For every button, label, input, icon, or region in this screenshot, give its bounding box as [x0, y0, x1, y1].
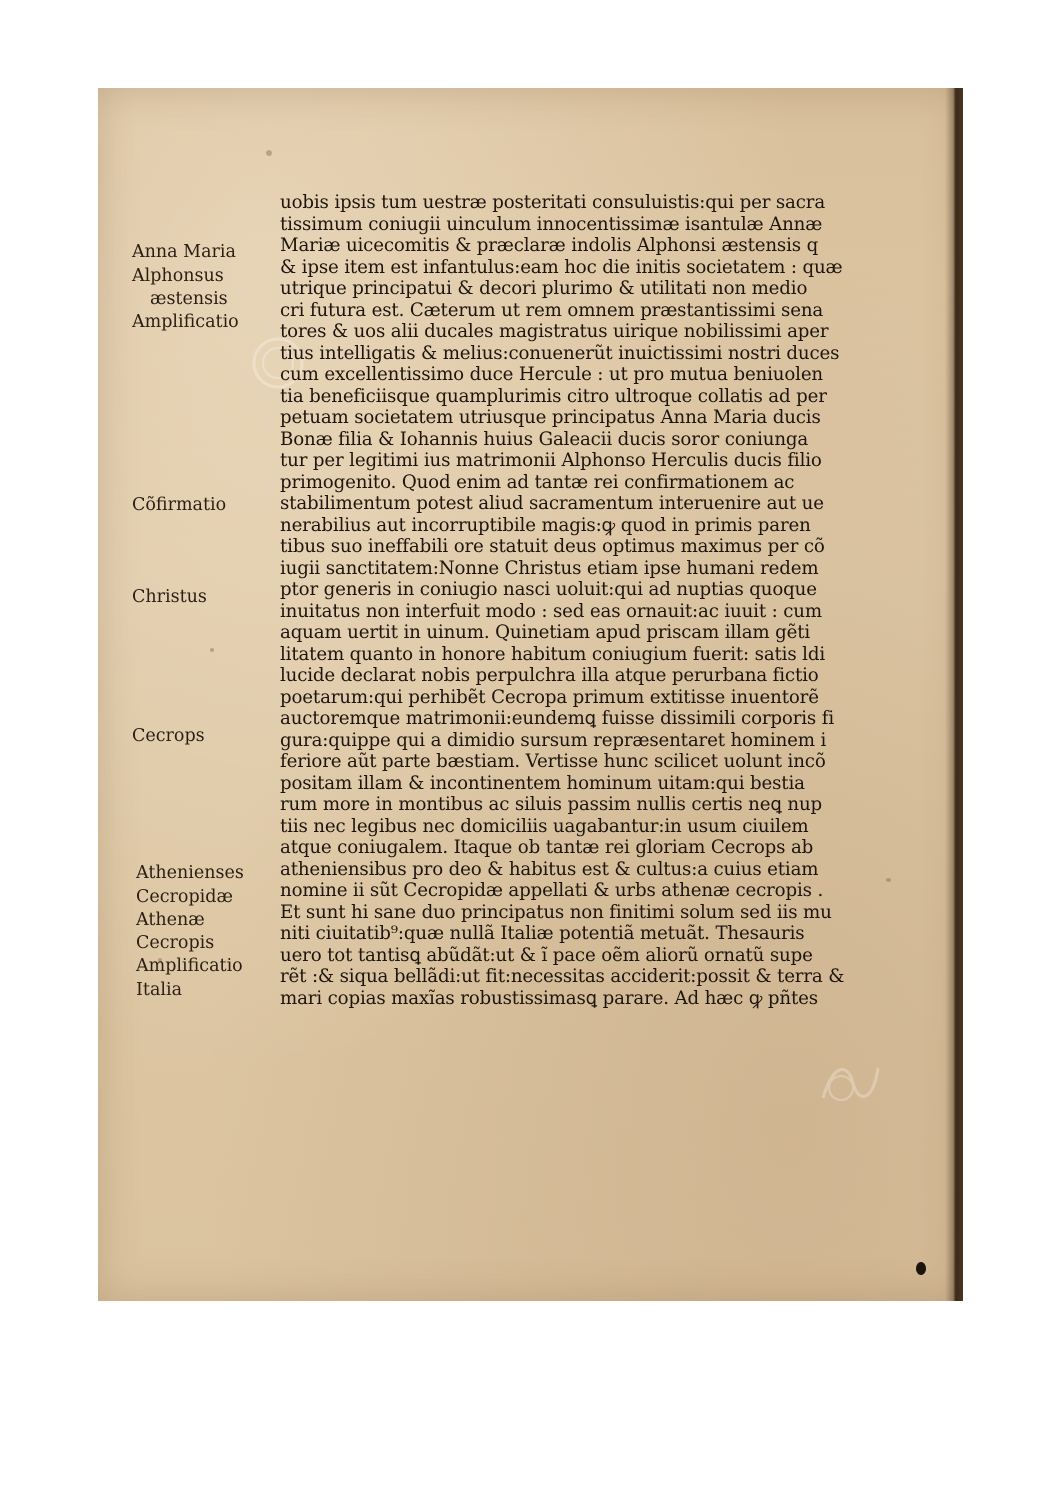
text-line: tiis nec legibus nec domiciliis uagabantur:in usum ciuilem: [280, 815, 809, 837]
foxing-spot: [886, 878, 891, 882]
text-line: nerabilius aut incorruptibile magis:ꝙ quod in primis paren: [280, 514, 811, 536]
text-line: primogenito. Quod enim ad tantæ rei confirmationem ac: [280, 471, 795, 493]
text-line: niti ciuitatib⁹:quæ nullã Italiæ potentiã metuãt. Thesauris: [280, 923, 805, 944]
text-line: nomine ii sũt Cecropidæ appellati & urbs athenæ cecropis .: [280, 880, 824, 901]
margin-note: Amplificatio: [136, 956, 243, 976]
text-line: Et sunt hi sane duo principatus non finitimi solum sed iis mu: [280, 901, 832, 923]
text-line: rum more in montibus ac siluis passim nullis certis neꝗ nup: [280, 794, 823, 815]
text-line: cum excellentissimo duce Hercule : ut pro mutua beniuolen: [280, 364, 823, 385]
margin-note: Athenienses: [136, 863, 244, 883]
text-line: uobis ipsis tum uestræ posteritati consuluistis:qui per sacra: [280, 192, 826, 213]
text-line: petuam societatem utriusque principatus Anna Maria ducis: [280, 407, 821, 428]
binding-edge: [945, 88, 963, 1301]
margin-note: Anna Maria: [132, 242, 236, 262]
main-text-column: [280, 192, 880, 1009]
text-line: ptor generis in coniugio nasci uoluit:qui ad nuptias quoque: [280, 579, 817, 600]
text-line: mari copias maxĩas robustissimasꝗ parare. Ad hæc ꝙ pñtes: [280, 987, 818, 1009]
ink-blot: [916, 1262, 926, 1275]
text-line: iugii sanctitatem:Nonne Christus etiam ipse humani redem: [280, 557, 819, 579]
text-line: Mariæ uicecomitis & præclaræ indolis Alphonsi æstensis q: [280, 235, 819, 256]
text-line: stabilimentum potest aliud sacramentum interuenire aut ue: [280, 493, 824, 514]
text-line: utrique principatui & decori plurimo & utilitati non medio: [280, 278, 808, 299]
text-line: uero tot tantisꝗ abũdãt:ut & ĩ pace oẽm aliorũ ornatũ supe: [280, 944, 813, 966]
library-stamp-watermark: [813, 1058, 883, 1108]
scanned-page: [98, 88, 963, 1301]
text-line: tores & uos alii ducales magistratus uirique nobilissimi aper: [280, 321, 829, 342]
text-line: cri futura est. Cæterum ut rem omnem præstantissimi sena: [280, 299, 824, 321]
margin-note: Alphonsus: [132, 266, 224, 286]
text-line: inuitatus non interfuit modo : sed eas ornauit:ac iuuit : cum: [280, 600, 822, 622]
text-line: Bonæ filia & Iohannis huius Galeacii ducis soror coniunga: [280, 428, 809, 450]
margin-note: Cecrops: [132, 726, 205, 746]
text-line: tibus suo ineffabili ore statuit deus optimus maximus per cõ: [280, 536, 825, 557]
text-line: lucide declarat nobis perpulchra illa atque perurbana fictio: [280, 665, 819, 686]
text-line: tur per legitimi ius matrimonii Alphonso Herculis ducis filio: [280, 450, 822, 471]
text-line: aquam uertit in uinum. Quinetiam apud priscam illam gẽti: [280, 622, 811, 643]
margin-note: Cecropidæ: [136, 887, 233, 907]
margin-note: Cõfirmatio: [132, 495, 227, 515]
text-line: rẽt :& siqua bellãdi:ut fit:necessitas acciderit:possit & terra &: [280, 966, 845, 987]
text-line: atheniensibus pro deo & habitus est & cultus:a cuius etiam: [280, 858, 819, 880]
text-line: poetarum:qui perhibẽt Cecropa primum extitisse inuentorẽ: [280, 686, 819, 708]
foxing-spot: [210, 648, 214, 652]
text-line: positam illam & incontinentem hominum uitam:qui bestia: [280, 772, 805, 794]
text-line: tia beneficiisque quamplurimis citro ultroque collatis ad per: [280, 385, 827, 407]
text-line: litatem quanto in honore habitum coniugium fuerit: satis ldi: [280, 643, 825, 665]
text-line: tius intelligatis & melius:conuenerũt inuictissimi nostri duces: [280, 342, 840, 364]
text-line: gura:quippe qui a dimidio sursum repræsentaret hominem i: [280, 729, 827, 751]
margin-note: Athenæ: [136, 910, 205, 930]
text-line: auctoremque matrimonii:eundemꝗ fuisse dissimili corporis fi: [280, 708, 834, 729]
margin-note: æstensis: [150, 289, 228, 309]
margin-note: Amplificatio: [132, 312, 239, 332]
text-line: & ipse item est infantulus:eam hoc die initis societatem : quæ: [280, 256, 843, 278]
margin-note: Italia: [136, 980, 183, 1000]
margin-note: Christus: [132, 587, 207, 607]
text-line: feriore aũt parte bæstiam. Vertisse hunc scilicet uolunt incõ: [280, 751, 826, 772]
foxing-spot: [266, 150, 272, 156]
text-line: atque coniugalem. Itaque ob tantæ rei gloriam Cecrops ab: [280, 837, 814, 858]
text-line: tissimum coniugii uinculum innocentissimæ isantulæ Annæ: [280, 213, 823, 235]
margin-note: Cecropis: [136, 933, 215, 953]
